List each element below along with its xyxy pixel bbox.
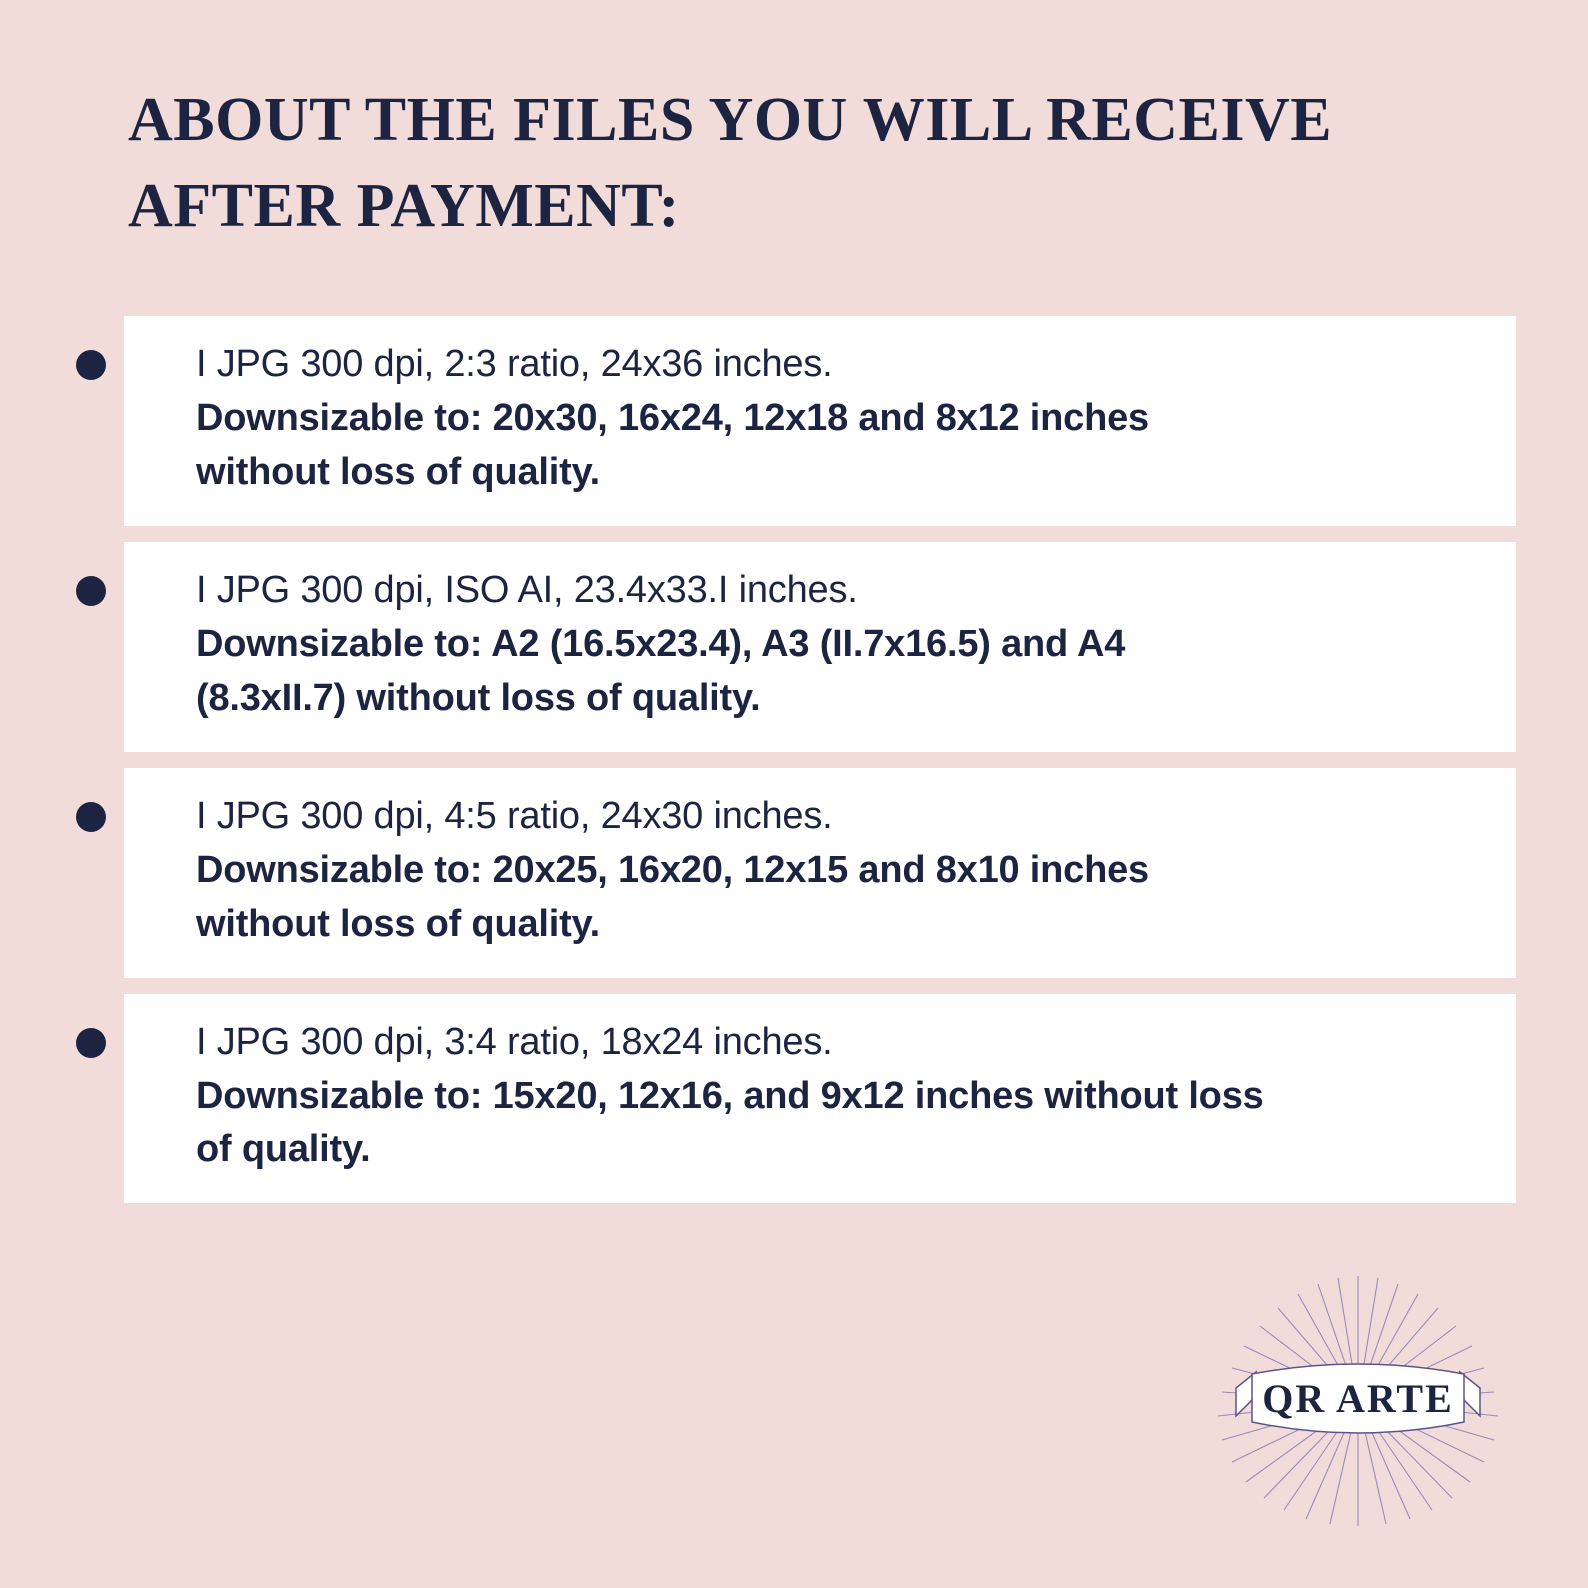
bullet-icon: [76, 576, 106, 606]
file-quality-line: without loss of quality.: [196, 450, 601, 493]
file-list: [76, 316, 1516, 1219]
file-spec-line: I JPG 300 dpi, 2:3 ratio, 24x36 inches.: [196, 343, 833, 385]
file-downsize-line: Downsizable to: A2 (16.5x23.4), A3 (II.7x16.5) and A4: [196, 622, 1126, 665]
file-downsize-line: Downsizable to: 15x20, 12x16, and 9x12 inches without loss: [196, 1074, 1264, 1117]
bullet-icon: [76, 802, 106, 832]
logo-text: QR ARTE: [1262, 1376, 1454, 1421]
file-card: [124, 542, 1516, 752]
file-quality-line: (8.3xII.7) without loss of quality.: [196, 676, 761, 719]
file-spec-line: I JPG 300 dpi, ISO AI, 23.4x33.I inches.: [196, 568, 858, 611]
file-spec-line: I JPG 300 dpi, 3:4 ratio, 18x24 inches.: [196, 1020, 833, 1063]
bullet-icon: [76, 1028, 106, 1058]
file-downsize-line: Downsizable to: 20x25, 16x20, 12x15 and 8x10 inches: [196, 848, 1149, 891]
file-spec-line: I JPG 300 dpi, 4:5 ratio, 24x30 inches.: [196, 794, 833, 837]
file-quality-line: of quality.: [196, 1128, 371, 1171]
bullet-icon: [76, 350, 106, 380]
list-item: [76, 994, 1516, 1204]
list-item: [76, 316, 1516, 526]
file-downsize-line: Downsizable to: 20x30, 16x24, 12x18 and 8x12 inches: [196, 396, 1149, 439]
file-card: [124, 316, 1516, 526]
list-item: [76, 768, 1516, 978]
brand-logo: [1208, 1276, 1508, 1526]
list-item: [76, 542, 1516, 752]
file-card: [124, 768, 1516, 978]
page-title: ABOUT THE FILES YOU WILL RECEIVE AFTER PAYMENT:: [128, 86, 1333, 240]
file-quality-line: without loss of quality.: [196, 902, 601, 945]
file-card: [124, 994, 1516, 1204]
